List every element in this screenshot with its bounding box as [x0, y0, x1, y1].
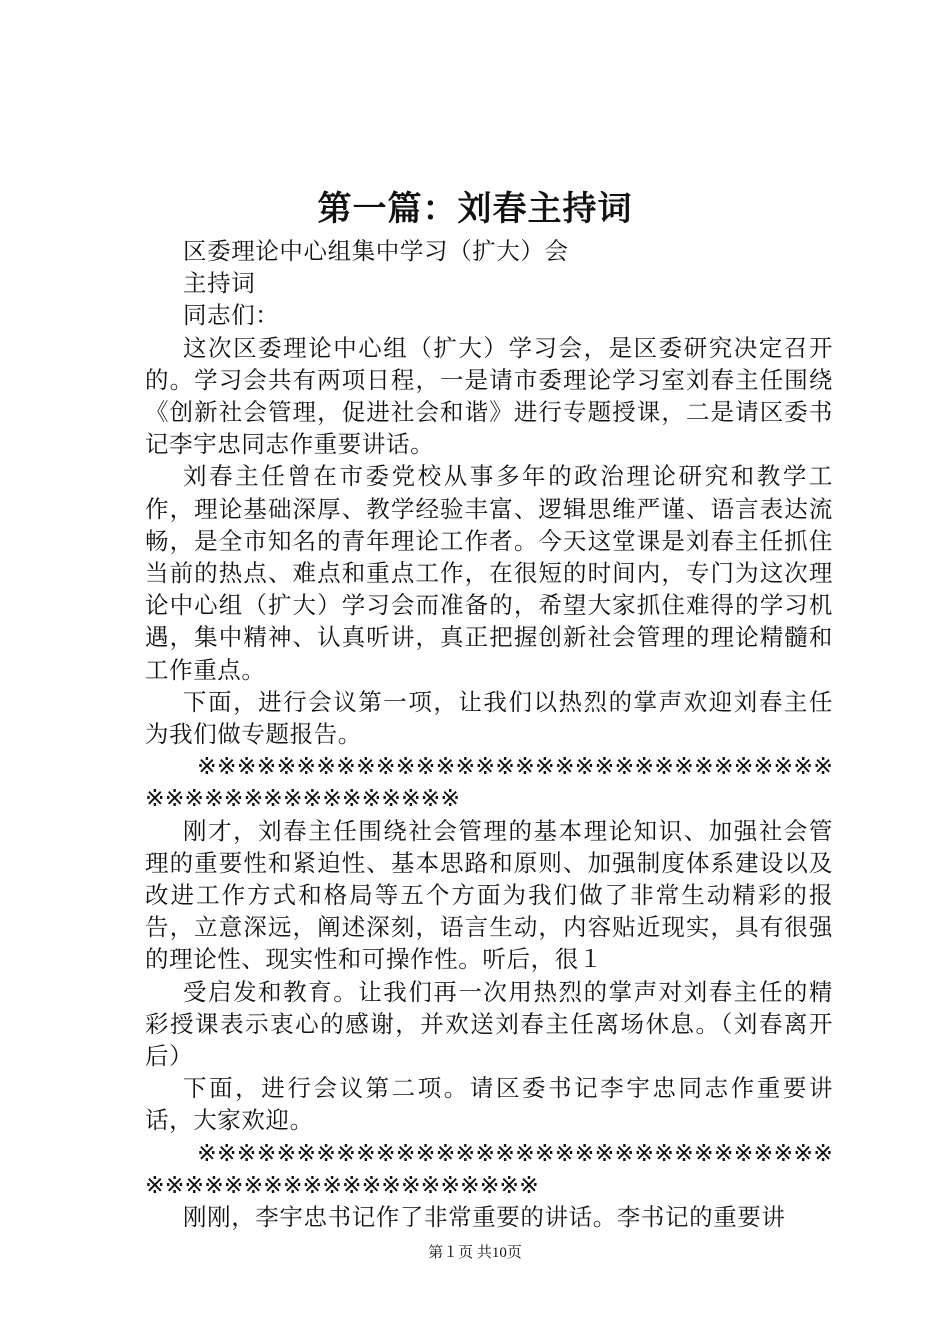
paragraph-first-item: 下面，进行会议第一项，让我们以热烈的掌声欢迎刘春主任为我们做专题报告。	[145, 687, 833, 749]
paragraph-intro: 这次区委理论中心组（扩大）学习会，是区委研究决定召开的。学习会共有两项日程，一是请市委理论学习室刘春主任围绕《创新社会管理，促进社会和谐》进行专题授课，二是请区委书记李宇忠同志作重要讲话。	[145, 333, 833, 459]
separator-stars-1: ※※※※※※※※※※※※※※※※※※※※※※※※※※※※※※※※※※※※※※※※※※※※※※※※	[145, 752, 833, 813]
document-body	[145, 235, 833, 1233]
salutation-line: 同志们：	[183, 301, 280, 330]
document-title: 第一篇：刘春主持词	[317, 189, 633, 229]
speech-type-line: 主持词	[183, 269, 256, 298]
paragraph-second-item: 下面，进行会议第二项。请区委书记李宇忠同志作重要讲话，大家欢迎。	[145, 1074, 833, 1135]
paragraph-lecture-summary: 刚才，刘春主任围绕社会管理的基本理论知识、加强社会管理的重要性和紧迫性、基本思路和原则、加强制度体系建设以及改进工作方式和格局等五个方面为我们做了非常生动精彩的报告，立意深远，阐述深刻，语言生动，内容贴近现实，具有很强的理论性、现实性和可操作性。听后，很１	[145, 816, 833, 974]
page-footer: 第１页 共10页	[428, 1245, 522, 1261]
paragraph-thanks: 受启发和教育。让我们再一次用热烈的掌声对刘春主任的精彩授课表示衷心的感谢，并欢送刘春主任离场休息。（刘春离开后）	[145, 977, 833, 1071]
paragraph-closing: 刚刚，李宇忠书记作了非常重要的讲话。李书记的重要讲	[183, 1203, 786, 1232]
paragraph-speaker-introduction: 刘春主任曾在市委党校从事多年的政治理论研究和教学工作，理论基础深厚、教学经验丰富、逻辑思维严谨、语言表达流畅，是全市知名的青年理论工作者。今天这堂课是刘春主任抓住当前的热点、难点和重点工作，在很短的时间内，专门为这次理论中心组（扩大）学习会而准备的，希望大家抓住难得的学习机遇，集中精神、认真听讲，真正把握创新社会管理的理论精髓和工作重点。	[145, 462, 833, 684]
meeting-name-line: 区委理论中心组集中学习（扩大）会	[183, 237, 569, 265]
separator-stars-2: ※※※※※※※※※※※※※※※※※※※※※※※※※※※※※※※※※※※※※※※※※※※※※※※※※※※※	[145, 1138, 833, 1199]
